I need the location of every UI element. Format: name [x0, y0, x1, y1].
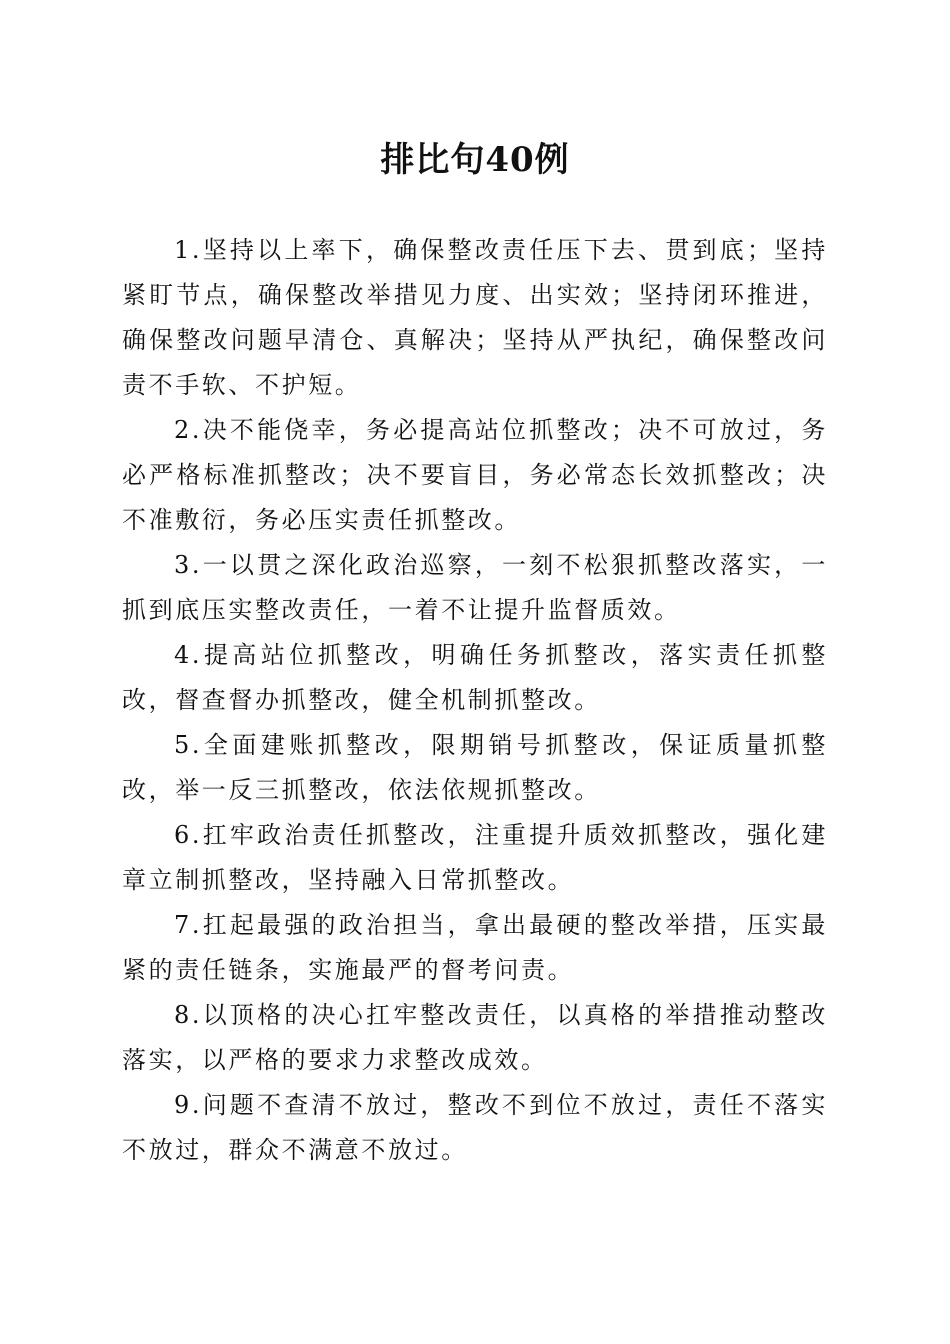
document-title: 排比句40例 — [380, 140, 570, 180]
paragraph-9: 9.问题不查清不放过，整改不到位不放过，责任不落实不放过，群众不满意不放过。 — [122, 1091, 828, 1164]
document-body — [122, 228, 828, 1173]
paragraph-3: 3.一以贯之深化政治巡察，一刻不松狠抓整改落实，一抓到底压实整改责任，一着不让提升监督质效。 — [122, 551, 828, 624]
paragraph-8: 8.以顶格的决心扛牢整改责任，以真格的举措推动整改落实，以严格的要求力求整改成效。 — [122, 1001, 828, 1074]
paragraph-6: 6.扛牢政治责任抓整改，注重提升质效抓整改，强化建章立制抓整改，坚持融入日常抓整改。 — [122, 821, 828, 894]
paragraph-4: 4.提高站位抓整改，明确任务抓整改，落实责任抓整改，督查督办抓整改，健全机制抓整改。 — [122, 641, 828, 714]
paragraph-2: 2.决不能侥幸，务必提高站位抓整改；决不可放过，务必严格标准抓整改；决不要盲目，务必常态长效抓整改；决不准敷衍，务必压实责任抓整改。 — [122, 416, 828, 534]
paragraph-1: 1.坚持以上率下，确保整改责任压下去、贯到底；坚持紧盯节点，确保整改举措见力度、出实效；坚持闭环推进，确保整改问题早清仓、真解决；坚持从严执纪，确保整改问责不手软、不护短。 — [122, 236, 828, 399]
paragraph-5: 5.全面建账抓整改，限期销号抓整改，保证质量抓整改，举一反三抓整改，依法依规抓整改。 — [122, 731, 828, 804]
paragraph-7: 7.扛起最强的政治担当，拿出最硬的整改举措，压实最紧的责任链条，实施最严的督考问责。 — [122, 911, 828, 984]
